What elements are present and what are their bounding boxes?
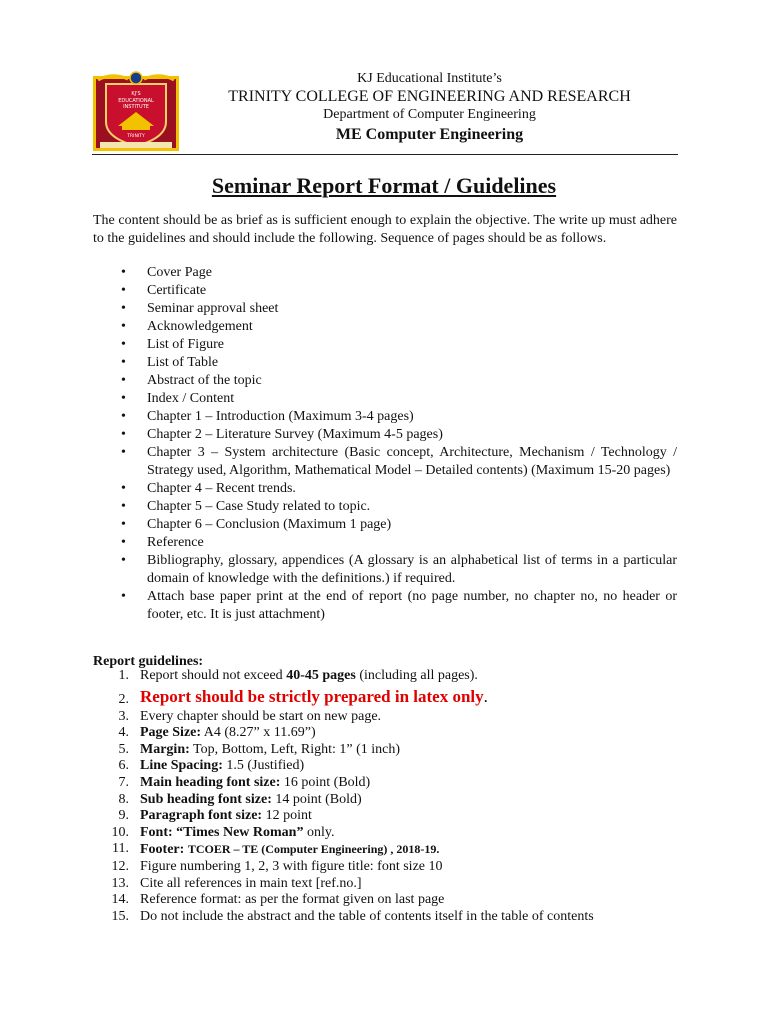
list-item: • Chapter 3 – System architecture (Basic concept, Architecture, Mechanism / Technology / Strategy used, Algorithm, Mathematical Model – Detailed contents) (Maximum 15-20 pages) xyxy=(93,444,677,480)
guideline-number: 6. xyxy=(118,758,129,774)
letterhead xyxy=(92,66,677,154)
list-item: • Certificate xyxy=(93,282,677,300)
guideline-number: 11. xyxy=(112,841,129,857)
guideline-number: 12. xyxy=(111,858,129,874)
list-item: • Seminar approval sheet xyxy=(93,300,677,318)
guideline-bold: Margin: xyxy=(140,741,190,757)
guideline-number: 9. xyxy=(118,808,129,824)
guideline-number: 7. xyxy=(118,774,129,790)
guideline-text: 12 point xyxy=(262,808,312,824)
guideline-number: 14. xyxy=(111,892,129,908)
list-item: • Bibliography, glossary, appendices (A glossary is an alphabetical list of terms in a particular domain of knowledge with the definitions.) if required. xyxy=(93,552,677,588)
guideline-item xyxy=(93,758,677,775)
list-item: • Cover Page xyxy=(93,264,677,282)
page-title-text: Seminar Report Format / Guidelines xyxy=(211,173,557,198)
guideline-item xyxy=(93,742,677,759)
guideline-bold: Footer: xyxy=(140,842,185,858)
guideline-item xyxy=(93,825,677,842)
guideline-text: Figure numbering 1, 2, 3 with figure title: font size 10 xyxy=(140,858,443,874)
list-item: • List of Table xyxy=(93,354,677,372)
guideline-item xyxy=(93,792,677,809)
guideline-bold: Main heading font size: xyxy=(140,774,281,790)
guideline-item xyxy=(93,775,677,792)
guideline-text: . xyxy=(483,686,488,706)
guideline-number: 3. xyxy=(118,708,129,724)
guideline-bold: Paragraph font size: xyxy=(140,808,263,824)
list-item: • Abstract of the topic xyxy=(93,372,677,390)
page-title xyxy=(0,172,768,200)
report-sequence-list xyxy=(93,264,677,624)
guideline-item xyxy=(93,685,677,709)
college-logo xyxy=(92,70,180,152)
guideline-text: Every chapter should be start on new page. xyxy=(140,708,382,724)
guideline-text: 1.5 (Justified) xyxy=(222,758,305,774)
guideline-item xyxy=(93,808,677,825)
list-item: • Chapter 2 – Literature Survey (Maximum 4-5 pages) xyxy=(93,426,677,444)
list-item: • Chapter 4 – Recent trends. xyxy=(93,480,677,498)
guideline-bold: Page Size: xyxy=(140,725,202,741)
list-item: • Acknowledgement xyxy=(93,318,677,336)
logo-text-top: KJ'S xyxy=(131,91,141,97)
guideline-item xyxy=(93,841,677,859)
list-item: • Index / Content xyxy=(93,390,677,408)
logo-text-bottom: TRINITY xyxy=(127,134,145,139)
guideline-text: Report should not exceed xyxy=(140,668,287,683)
guideline-text: (including all pages). xyxy=(355,668,478,683)
college-name: TRINITY COLLEGE OF ENGINEERING AND RESEARCH xyxy=(228,88,631,105)
logo-text-mid1: EDUCATIONAL xyxy=(118,98,154,104)
guidelines-heading: Report guidelines: xyxy=(93,654,204,669)
list-item: • Chapter 5 – Case Study related to topic. xyxy=(93,498,677,516)
program-name: ME Computer Engineering xyxy=(335,126,524,143)
guideline-item xyxy=(93,876,677,893)
latex-requirement: Report should be strictly prepared in latex only xyxy=(140,686,484,706)
list-item: • List of Figure xyxy=(93,336,677,354)
letterhead-text xyxy=(182,66,677,146)
list-item: • Reference xyxy=(93,534,677,552)
guideline-number: 13. xyxy=(111,875,129,891)
guideline-text: Cite all references in main text [ref.no.] xyxy=(140,875,362,891)
guideline-number: 10. xyxy=(111,824,129,840)
department-name: Department of Computer Engineering xyxy=(323,107,536,122)
guideline-item xyxy=(93,668,677,685)
guideline-text: 16 point (Bold) xyxy=(280,774,371,790)
intro-paragraph: The content should be as brief as is sufficient enough to explain the objective. The write up must adhere to the guidelines and should include the following. Sequence of pages should be as follows. xyxy=(93,213,677,246)
guideline-number: 5. xyxy=(118,741,129,757)
guideline-bold: 40-45 pages xyxy=(286,668,356,683)
guideline-item xyxy=(93,725,677,742)
guideline-text: only. xyxy=(303,824,335,840)
list-item: • Chapter 6 – Conclusion (Maximum 1 page) xyxy=(93,516,677,534)
guideline-number: 4. xyxy=(118,725,129,741)
guideline-item xyxy=(93,859,677,876)
guideline-bold: Sub heading font size: xyxy=(140,791,272,807)
guideline-number: 15. xyxy=(111,908,129,924)
institute-name: KJ Educational Institute’s xyxy=(357,71,502,86)
guideline-text: A4 (8.27” x 11.69”) xyxy=(201,725,316,741)
guideline-text: Top, Bottom, Left, Right: 1” (1 inch) xyxy=(189,741,401,757)
guideline-bold: Line Spacing: xyxy=(140,758,223,774)
guideline-text: Do not include the abstract and the table of contents itself in the table of contents xyxy=(140,908,594,924)
guideline-item xyxy=(93,892,677,909)
guidelines-list xyxy=(93,668,677,925)
guideline-number: 8. xyxy=(118,791,129,807)
guideline-number: 1. xyxy=(118,668,129,683)
guideline-text: 14 point (Bold) xyxy=(271,791,362,807)
footer-text: TCOER – TE (Computer Engineering) , 2018-19. xyxy=(187,842,440,857)
guideline-bold: Font: “Times New Roman” xyxy=(140,824,304,840)
guideline-item xyxy=(93,909,677,926)
guideline-item xyxy=(93,709,677,726)
header-divider xyxy=(92,154,678,155)
list-item: • Attach base paper print at the end of report (no page number, no chapter no, no header or footer, etc. It is just attachment) xyxy=(93,588,677,624)
guideline-text: Reference format: as per the format given on last page xyxy=(140,892,445,908)
list-item: • Chapter 1 – Introduction (Maximum 3-4 pages) xyxy=(93,408,677,426)
guideline-number: 2. xyxy=(118,691,129,707)
logo-text-mid2: INSTITUTE xyxy=(123,104,149,110)
